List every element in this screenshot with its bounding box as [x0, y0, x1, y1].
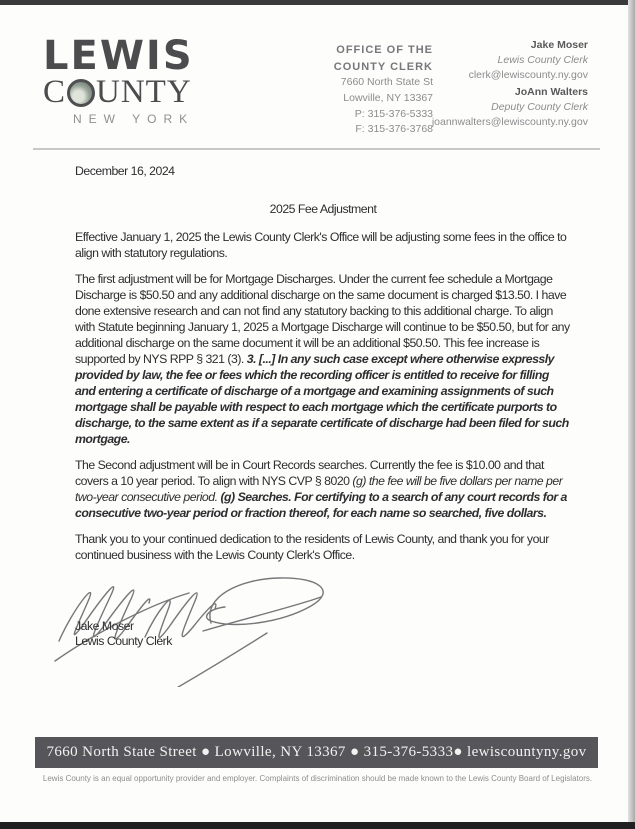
signature-block [75, 573, 571, 673]
contact-2-name: JoAnn Walters [514, 85, 588, 98]
paragraph-mortgage-discharge [75, 271, 571, 447]
contact-1-email: clerk@lewiscounty.ny.gov [468, 68, 588, 81]
contact-2-title: Deputy County Clerk [491, 100, 588, 113]
cvp-8020-quote: (g) Searches. For certifying to a search of any court records for a consecutive two-year period or fraction thereof, for each name so searched, five dollars. [75, 490, 567, 520]
contact-1-name: Jake Moser [530, 39, 588, 51]
paragraph-thanks [75, 531, 571, 563]
cvp-8020-fee-text: (g) the fee will be five dollars per name per two-year consecutive period. [75, 474, 563, 504]
contacts-block [432, 38, 588, 129]
globe-icon [67, 79, 95, 107]
court-records-paragraph-text: The Second adjustment will be in Court Records searches. Currently the fee is $10.00 and that covers a 10 year period. To align with NYS CVP § 8020 [75, 458, 544, 488]
nys-rpp-321-quote: 3. [...] In any such case except where otherwise expressly provided by law, the fee or fees which the recording officer is entitled to receive for filling and entering a certificate of discharge of a mortgage and examining assignments of such mortgage shall be payable with respect to each mortgage which the certificate purports to discharge, to the same extent as if a separate certificate of discharge had been filed for such mortgage. [75, 352, 569, 446]
office-address-block [290, 42, 433, 138]
header-divider [33, 148, 600, 150]
contact-1-title: Lewis County Clerk [497, 53, 588, 66]
equal-opportunity-disclaimer: Lewis County is an equal opportunity provider and employer. Complaints of discrimination should be made known to the Lewis County Board of Legislators. [42, 774, 593, 783]
letter-date: December 16, 2024 [75, 164, 175, 178]
paragraph-intro [75, 229, 571, 261]
office-city: Lowville, NY 13367 [343, 91, 433, 104]
thanks-paragraph-text: Thank you to your continued dedication to the residents of Lewis County, and thank you for your continued business with the Lewis County Clerk's Office. [75, 532, 549, 562]
logo-word-lewis: LEWIS [43, 33, 194, 79]
office-line-1: OFFICE OF THE [336, 44, 433, 56]
office-street: 7660 North State St [340, 76, 433, 88]
scan-edge-right [628, 0, 635, 829]
office-line-2: COUNTY CLERK [333, 60, 433, 73]
signature-typed-names [75, 619, 172, 650]
logo-new-york: NEW YORK [73, 112, 195, 127]
scan-edge-top [0, 0, 635, 5]
footer-address-bar [35, 737, 598, 768]
signer-title: Lewis County Clerk [75, 634, 172, 649]
paragraph-court-records [75, 457, 571, 521]
mortgage-paragraph-text: The first adjustment will be for Mortgage Discharges. Under the current fee schedule a Mortgage Discharge is $50.50 and any additional discharge on the same document is charged $13.50. I have done extensive research and can not find any statutory backing to this additional charge. To align with Statute beginning January 1, 2025 a Mortgage Discharge will continue to be $50.50, but for any additional discharge on the same document it will be an additional $50.50. This fee increase is supported by NYS RPP § 321 (3). [75, 272, 570, 366]
office-phone: P: 315-376-5333 [354, 107, 433, 120]
letter-title: 2025 Fee Adjustment [269, 202, 377, 216]
footer-address-text: 7660 North State Street ● Lowville, NY 13367 ● 315-376-5333● lewiscountyny.gov [46, 744, 587, 760]
paragraph-intro-text: Effective January 1, 2025 the Lewis County Clerk's Office will be adjusting some fees in the office to align with statutory regulations. [75, 230, 567, 260]
signer-name: Jake Moser [75, 619, 134, 633]
logo-word-county [43, 75, 253, 110]
letterhead [35, 33, 598, 140]
lewis-county-logo [43, 33, 253, 127]
scan-edge-bottom [0, 822, 635, 829]
contact-2-email: joannwalters@lewiscounty.ny.gov [431, 115, 588, 128]
logo-county-post: UNTY [96, 73, 192, 110]
letter-body [75, 163, 571, 673]
logo-county-pre: C [43, 73, 67, 110]
office-fax: F: 315-376-3768 [355, 123, 433, 136]
